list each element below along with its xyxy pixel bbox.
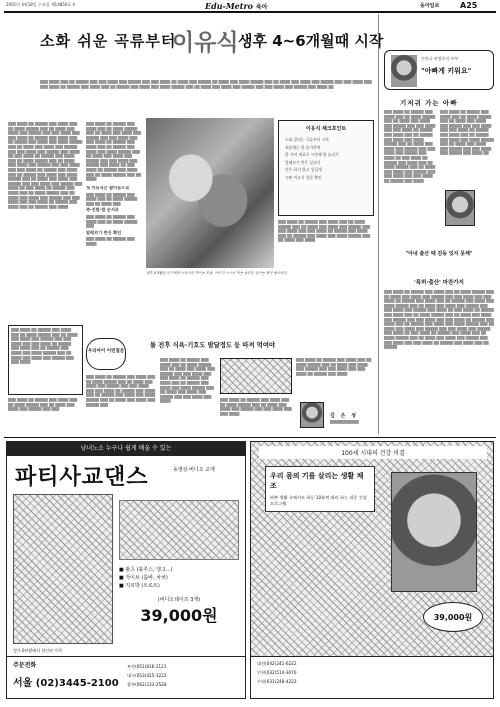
couple-photo [391,55,417,87]
reporter-byline: 김 은 성 [330,413,358,419]
branch-phone: 대구(053)425-1222 [127,673,167,678]
pull-quote: "아내 출산 때 감동 잊지 못해" [405,251,473,257]
section-brand: Edu-Metro 육아 [205,1,268,11]
page-number: A25 [460,1,478,10]
feature-label: 손한나·권영통의 부부 [421,56,459,61]
ad-image-caption: 정가 6만원에서 할인된 가격 [13,648,62,653]
middle-column-3: ▒▒▒ ▒▒▒▒ ▒▒ ▒▒▒▒▒ ▒▒▒ ▒▒▒▒ ▒▒▒ ▒▒ ▒▒▒▒ ▒▒▒▒▒ ▒▒▒ ▒▒ ▒▒▒▒ ▒▒▒ ▒▒▒▒ ▒▒▒ ▒▒▒▒▒ ▒▒▒ ▒▒▒ ▒▒▒▒ ▒▒▒ ▒▒▒ ▒▒▒▒ [220,398,292,416]
column-divider [378,14,379,434]
sidebar-notice-box: ▒▒▒ ▒▒▒▒ ▒▒ ▒▒▒▒▒ ▒▒▒ ▒▒▒▒ ▒▒▒ ▒▒ ▒▒▒▒ ▒▒▒▒▒ ▒▒▒ ▒▒ ▒▒▒▒ ▒▒▒ ▒▒▒▒ ▒▒▒ ▒▒▒▒▒ ▒▒▒ ▒▒▒ ▒▒▒▒ ▒▒▒ ▒▒▒ ▒▒▒▒ ▒▒ ▒▒▒▒▒ ▒▒▒ ▒▒▒▒ ▒▒▒ ▒▒ ▒▒▒▒▒ ▒▒▒ ▒▒▒▒ ▒▒▒ ▒▒▒▒ ▒▒▒▒▒ ▒▒▒ ▒▒ ▒▒▒▒ ▒▒▒ ▒▒▒▒ ▒▒▒ ▒▒▒▒▒ ▒▒▒ ▒▒▒ ▒▒▒▒ [8,325,83,395]
ad-item: ■ 왈츠 (블루스, 탱고...) [119,567,173,573]
column-subtitle: '특허·출산' 마찬가지 [414,280,464,286]
branch-phone: 부산(051)816-2121 [127,664,167,669]
middle-column-1: ▒▒▒ ▒▒▒▒ ▒▒ ▒▒▒▒▒ ▒▒▒ ▒▒▒▒ ▒▒▒ ▒▒ ▒▒▒▒ ▒▒▒▒▒ ▒▒▒ ▒▒ ▒▒▒▒ ▒▒▒ ▒▒▒▒ ▒▒▒ ▒▒▒▒▒ ▒▒▒ ▒▒▒ ▒▒▒▒ ▒▒▒ ▒▒▒ ▒▒▒▒ ▒▒ ▒▒▒▒▒ ▒▒▒ ▒▒▒▒ ▒▒▒ ▒▒ ▒▒▒▒▒ ▒▒▒ ▒▒▒▒ ▒▒▒ ▒▒▒▒ ▒▒▒▒▒ ▒▒▒ ▒▒ ▒▒▒▒ ▒▒▒ ▒▒▒▒ ▒▒▒ ▒▒▒▒▒ ▒▒▒ [86,375,156,407]
ad-divider [4,437,496,438]
column-title: 기저귀 가는 아빠 [400,99,458,107]
qa-label-badge: 우리아이 이런질문 [86,338,126,370]
body-column-4: ▒▒▒ ▒▒▒▒ ▒▒ ▒▒▒▒▒ ▒▒▒ ▒▒▒▒ ▒▒▒ ▒▒ ▒▒▒▒ ▒▒▒▒▒ ▒▒▒ ▒▒ ▒▒▒▒ ▒▒▒ ▒▒▒▒ ▒▒▒ ▒▒▒▒▒ ▒▒▒ ▒▒▒ ▒▒▒▒ ▒▒▒ ▒▒▒ ▒▒▒▒ ▒▒ ▒▒▒▒▒ ▒▒▒ ▒▒▒▒ ▒▒▒ ▒▒ ▒▒▒▒▒ ▒▒▒ ▒▒▒▒ ▒▒▒ ▒▒▒▒ ▒▒▒▒▒ ▒▒▒ ▒▒ ▒▒▒▒ ▒▒▒ ▒▒▒▒ [278,220,371,243]
master-illustration [391,472,477,592]
order-phone[interactable]: 서울 (02)3445-2100 [13,678,119,689]
middle-column-4: ▒▒▒ ▒▒▒▒ ▒▒ ▒▒▒▒▒ ▒▒▒ ▒▒▒▒ ▒▒▒ ▒▒ ▒▒▒▒ ▒▒▒▒▒ ▒▒▒ ▒▒ ▒▒▒▒ ▒▒▒ ▒▒▒▒ ▒▒▒ ▒▒▒▒▒ ▒▒▒ ▒▒▒ ▒▒▒▒ ▒▒▒ ▒▒▒ ▒▒▒▒ ▒▒ ▒▒▒▒▒ ▒▒▒ ▒▒▒▒ [296,358,372,376]
author-photo [445,190,475,226]
ad-subtitle: 동영상·비디오 교재 [173,467,215,473]
video-cover-image [119,500,239,560]
lead-paragraph: ▒▒▒ ▒▒▒▒ ▒▒▒ ▒▒ ▒▒▒▒▒ ▒▒▒ ▒▒▒ ▒▒▒▒ ▒▒▒ ▒▒▒▒▒ ▒▒▒ ▒▒▒ ▒▒▒▒ ▒▒ ▒▒▒▒ ▒▒▒ ▒▒▒▒▒ ▒▒ ▒▒▒▒ ▒▒▒ ▒▒▒▒ ▒▒▒▒▒ ▒▒▒ ▒▒ ▒▒▒▒ ▒▒▒ ▒▒▒▒ ▒▒▒ ▒▒▒▒▒ ▒▒▒ ▒▒▒ ▒▒▒▒ ▒▒▒ ▒▒▒ ▒▒▒▒ ▒▒ ▒▒▒▒▒ ▒▒▒ ▒▒▒▒ ▒▒▒ ▒▒ ▒▒▒▒▒ ▒▒▒ ▒▒▒▒ ▒▒▒ ▒▒▒▒ ▒▒▒▒▒ ▒▒▒ ▒▒ ▒▒▒▒ ▒▒▒ ▒▒▒▒ ▒▒▒ ▒▒▒▒▒ ▒▒▒ ▒▒▒ ▒▒▒▒ ▒▒▒ ▒▒▒▒▒ ▒▒▒ ▒▒▒▒ ▒▒ [40,80,372,89]
headline-part1: 소화 쉬운 곡류부터 [40,32,177,50]
order-label: 주문전화 [13,662,37,669]
right-ad-price: 39,000원 [433,613,473,622]
right-column-1: ▒▒▒ ▒▒▒▒ ▒▒ ▒▒▒▒▒ ▒▒▒ ▒▒▒▒ ▒▒▒ ▒▒ ▒▒▒▒ ▒▒▒▒▒ ▒▒▒ ▒▒ ▒▒▒▒ ▒▒▒ ▒▒▒▒ ▒▒▒ ▒▒▒▒▒ ▒▒▒ ▒▒▒ ▒▒▒▒ ▒▒▒ ▒▒▒ ▒▒▒▒ ▒▒ ▒▒▒▒▒ ▒▒▒ ▒▒▒▒ ▒▒▒ ▒▒ ▒▒▒▒▒ ▒▒▒ ▒▒▒▒ ▒▒▒ ▒▒▒▒ ▒▒▒▒▒ ▒▒▒ ▒▒ ▒▒▒▒ ▒▒▒ ▒▒▒▒ ▒▒▒ ▒▒▒▒▒ ▒▒▒ ▒▒▒ ▒▒▒▒ ▒▒▒ ▒▒▒▒▒ ▒▒▒ ▒▒▒▒ ▒▒ ▒▒▒ ▒▒▒▒ ▒▒ ▒▒▒▒▒ ▒▒▒ ▒▒▒▒ ▒▒▒ ▒▒ ▒▒▒▒ ▒▒▒▒▒ ▒▒▒ ▒▒ ▒▒▒▒ ▒▒▒ ▒▒▒▒ ▒▒▒ ▒▒▒▒▒ ▒▒▒ ▒▒▒ ▒▒▒▒ ▒▒▒ ▒▒▒ ▒▒▒▒ ▒▒ ▒▒▒▒▒ ▒▒▒ ▒▒▒▒ [384,110,436,183]
ad-price: 39,000원 [140,606,218,625]
branch-phone: 인천(032)514-3070 [257,670,297,675]
ad-item: ■ 지르박 (트로트) [119,583,160,589]
dancer-image [13,494,113,644]
reporter-photo [300,402,324,428]
reporter-email: ▒▒▒▒▒▒▒▒▒▒▒ [330,420,359,424]
subhead: 첫 이유식은 쌀미음으로 [86,186,130,190]
right-column-2: ▒▒▒ ▒▒▒▒ ▒▒ ▒▒▒▒▒ ▒▒▒ ▒▒▒▒ ▒▒▒ ▒▒ ▒▒▒▒ ▒▒▒▒▒ ▒▒▒ ▒▒ ▒▒▒▒ ▒▒▒ ▒▒▒▒ ▒▒▒ ▒▒▒▒▒ ▒▒▒ ▒▒▒ ▒▒▒▒ ▒▒▒ ▒▒▒ ▒▒▒▒ ▒▒ ▒▒▒▒▒ ▒▒▒ ▒▒▒▒ ▒▒▒ ▒▒ ▒▒▒▒▒ ▒▒▒ ▒▒▒▒ ▒▒▒ ▒▒▒▒ ▒▒▒▒▒ ▒▒▒ ▒▒ ▒▒▒▒ ▒▒▒ ▒▒▒▒ ▒▒▒ ▒▒▒▒▒ ▒▒▒ ▒▒▒ ▒▒▒▒ ▒▒▒ ▒▒▒▒▒ ▒▒▒ ▒▒▒▒ ▒▒ [440,110,494,156]
photo-caption: 생후 8개월된 아기에게 이유식을 먹이는 모습. 아이가 스스로 먹는 습관을 들이는 것이 중요하다. [146,271,288,275]
ad-inner-rule [7,656,245,657]
body-column-2: ▒▒▒ ▒▒▒▒ ▒▒ ▒▒▒▒▒ ▒▒▒ ▒▒▒▒ ▒▒▒ ▒▒ ▒▒▒▒ ▒▒▒▒▒ ▒▒▒ ▒▒ ▒▒▒▒ ▒▒▒ ▒▒▒▒ ▒▒▒ ▒▒▒▒▒ ▒▒▒ ▒▒▒ ▒▒▒▒ ▒▒▒ ▒▒▒ ▒▒▒▒ ▒▒ ▒▒▒▒▒ ▒▒▒ ▒▒▒▒ ▒▒▒ ▒▒ ▒▒▒▒▒ ▒▒▒ ▒▒▒▒ ▒▒▒ ▒▒▒▒ ▒▒▒▒▒ ▒▒▒ ▒▒ ▒▒▒▒ ▒▒▒ ▒▒▒▒ ▒▒▒ ▒▒▒▒▒ ▒▒▒ ▒▒▒ ▒▒▒▒ ▒▒▒ ▒▒▒▒▒ ▒▒▒ ▒▒▒▒ ▒▒ ▒▒▒ ▒▒▒▒ ▒▒ ▒▒▒▒▒ ▒▒▒ ▒▒▒▒ ▒▒▒ ▒▒ ▒▒▒▒ ▒▒▒▒▒ ▒▒▒ ▒▒ ▒▒▒▒ [86,122,141,182]
checkpoint-item: 알레르기 반응 살피기 [285,159,321,165]
ad-item: ■ 자이브 (룸바, 차차) [119,575,168,581]
headline-part3: 생후 4~6개월때 시작 [238,32,384,50]
branch-phone: 대전(042)241-6222 [257,661,297,666]
right-ad-title: 우리 몸의 기를 살리는 생활 체조 [270,472,364,490]
checkpoints-box [278,120,374,216]
right-column-3: ▒▒▒ ▒▒▒▒ ▒▒ ▒▒▒▒▒ ▒▒▒ ▒▒▒▒ ▒▒▒ ▒▒ ▒▒▒▒ ▒▒▒▒▒ ▒▒▒ ▒▒ ▒▒▒▒ ▒▒▒ ▒▒▒▒ ▒▒▒ ▒▒▒▒▒ ▒▒▒ ▒▒▒ ▒▒▒▒ ▒▒▒ ▒▒▒ ▒▒▒▒ ▒▒ ▒▒▒▒▒ ▒▒▒ ▒▒▒▒ ▒▒▒ ▒▒ ▒▒▒▒▒ ▒▒▒ ▒▒▒▒ ▒▒▒ ▒▒▒▒ ▒▒▒▒▒ ▒▒▒ ▒▒ ▒▒▒▒ ▒▒▒ ▒▒▒▒ ▒▒▒ ▒▒▒▒▒ ▒▒▒ ▒▒▒ ▒▒▒▒ ▒▒▒ ▒▒▒▒▒ ▒▒▒ ▒▒▒▒ ▒▒ ▒▒▒ ▒▒▒▒ ▒▒ ▒▒▒▒▒ ▒▒▒ ▒▒▒▒ ▒▒▒ ▒▒ ▒▒▒▒ ▒▒▒▒▒ ▒▒▒ ▒▒ ▒▒▒▒ ▒▒▒ ▒▒▒▒ ▒▒▒ ▒▒▒▒▒ ▒▒▒ ▒▒▒ ▒▒▒▒ ▒▒▒ ▒▒▒ ▒▒▒▒ ▒▒ ▒▒▒▒▒ ▒▒▒ ▒▒▒▒ ▒▒▒ ▒▒ ▒▒▒▒▒ ▒▒▒ ▒▒▒▒ ▒▒▒ ▒▒▒▒ ▒▒▒▒▒ ▒▒▒ ▒▒ ▒▒▒▒ ▒▒▒ ▒▒▒▒ ▒▒▒ ▒▒▒▒▒ ▒▒▒ ▒▒▒ ▒▒▒▒ ▒▒▒ ▒▒▒▒▒ ▒▒▒ ▒▒▒▒ ▒▒ ▒▒▒ ▒▒▒▒ ▒▒ ▒▒▒▒▒ ▒▒▒ ▒▒▒▒ ▒▒▒ ▒▒ ▒▒▒▒ ▒▒▒▒▒ ▒▒▒ ▒▒ ▒▒▒▒ ▒▒▒ ▒▒▒▒ ▒▒▒ ▒▒▒▒▒ ▒▒▒ ▒▒▒ ▒▒▒▒ ▒▒▒ ▒▒▒ ▒▒▒▒ ▒▒ ▒▒▒▒▒ ▒▒▒ ▒▒▒▒ ▒▒▒ ▒▒ ▒▒▒▒▒ [384,290,494,350]
body-column-1b: ▒▒▒ ▒▒▒▒ ▒▒ ▒▒▒▒▒ ▒▒▒ ▒▒▒▒ ▒▒▒ ▒▒ ▒▒▒▒ ▒▒▒▒▒ ▒▒▒ ▒▒ ▒▒▒▒ ▒▒▒ ▒▒▒▒ ▒▒▒ ▒▒▒▒▒ ▒▒▒ ▒▒▒ [8,398,78,412]
checkpoint-item: 시판 이유식 성분 확인 [285,174,322,180]
right-ad-body: 바쁜 생활 속에서도 하루 10분씩 따라 하는 쉬운 건강 프로그램 [270,495,367,506]
subhead: 죽·진밥·밥 순서로 [86,207,119,213]
paper-name: 동아일보 [420,3,440,9]
checkpoint-item: 처음에는 한 숟가락씩 [285,144,321,150]
body-column-3: 첫 이유식은 쌀미음으로 ▒▒▒ ▒▒▒▒ ▒▒ ▒▒▒▒▒ ▒▒▒ ▒▒▒▒ ▒▒▒ ▒▒ ▒▒▒▒ ▒▒▒▒▒ ▒▒▒ ▒▒ ▒▒▒▒ ▒▒▒ 죽·진밥·밥 순서로 ▒▒▒ ▒▒▒▒ ▒▒ ▒▒▒▒▒ ▒▒▒ ▒▒▒▒ ▒▒▒ ▒▒ ▒▒▒▒ ▒▒▒▒▒ ▒▒▒ 알레르기 반응 확인 ▒▒▒ ▒▒▒▒ ▒▒ ▒▒▒▒▒ ▒▒▒ ▒▒▒▒ [86,186,144,266]
branch-phone: 수원(031)248-4223 [257,679,297,684]
feature-box [384,50,494,90]
checkpoints-title: 이유식 체크포인트 [305,126,347,132]
middle-headline: 돌 전후 식욕·기호도 발달정도 등 따져 먹여야 [150,342,276,349]
feature-title: "아빠게 키워요" [421,67,472,75]
price-label: (비디오테이프 3개) [157,597,201,603]
checkpoint-item: 한 가지 재료로 시작해 양 늘리기 [285,152,339,157]
branch-phone: 광주(062)233-2528 [127,682,167,687]
ad-tagline: 남녀노소 누구나 쉽게 배울 수 있는 [7,442,245,456]
body-column-1: ▒▒▒ ▒▒▒▒ ▒▒ ▒▒▒▒▒ ▒▒▒ ▒▒▒▒ ▒▒▒ ▒▒ ▒▒▒▒ ▒▒▒▒▒ ▒▒▒ ▒▒ ▒▒▒▒ ▒▒▒ ▒▒▒▒ ▒▒▒ ▒▒▒▒▒ ▒▒▒ ▒▒▒ ▒▒▒▒ ▒▒▒ ▒▒▒ ▒▒▒▒ ▒▒ ▒▒▒▒▒ ▒▒▒ ▒▒▒▒ ▒▒▒ ▒▒ ▒▒▒▒▒ ▒▒▒ ▒▒▒▒ ▒▒▒ ▒▒▒▒ ▒▒▒▒▒ ▒▒▒ ▒▒ ▒▒▒▒ ▒▒▒ ▒▒▒▒ ▒▒▒ ▒▒▒▒▒ ▒▒▒ ▒▒▒ ▒▒▒▒ ▒▒▒ ▒▒▒▒▒ ▒▒▒ ▒▒▒▒ ▒▒ ▒▒▒ ▒▒▒▒ ▒▒ ▒▒▒▒▒ ▒▒▒ ▒▒▒▒ ▒▒▒ ▒▒ ▒▒▒▒ ▒▒▒▒▒ ▒▒▒ ▒▒ ▒▒▒▒ ▒▒▒ ▒▒▒▒ ▒▒▒ ▒▒▒▒▒ ▒▒▒ ▒▒▒ ▒▒▒▒ ▒▒▒ ▒▒▒ ▒▒▒▒ ▒▒ ▒▒▒▒▒ ▒▒▒ ▒▒▒▒ ▒▒▒ ▒▒ ▒▒▒▒▒ ▒▒▒ ▒▒▒▒ ▒▒▒ ▒▒▒▒ ▒▒▒▒▒ ▒▒▒ ▒▒ ▒▒▒▒ ▒▒▒ ▒▒▒▒ ▒▒▒ ▒▒▒▒▒ ▒▒▒ ▒▒▒ ▒▒▒▒ ▒▒▒ ▒▒▒▒▒ ▒▒▒ ▒▒▒▒ ▒▒ ▒▒▒ ▒▒▒▒ ▒▒ ▒▒▒▒▒ ▒▒▒ ▒▒▒▒ ▒▒▒ ▒▒ ▒▒▒▒ ▒▒▒▒▒ ▒▒▒ ▒▒ ▒▒▒▒ ▒▒▒ ▒▒▒▒ ▒▒▒ ▒▒▒▒▒ ▒▒▒ ▒▒▒ ▒▒▒▒ ▒▒▒ ▒▒▒ ▒▒▒▒ ▒▒ ▒▒▒▒▒ ▒▒▒ ▒▒▒▒ ▒▒▒ ▒▒ ▒▒▒▒▒ ▒▒▒ ▒▒▒▒ [8,122,83,209]
checkpoint-item: 간은 하지 않고 싱겁게 [285,167,322,172]
middle-column-2: ▒▒▒ ▒▒▒▒ ▒▒ ▒▒▒▒▒ ▒▒▒ ▒▒▒▒ ▒▒▒ ▒▒ ▒▒▒▒ ▒▒▒▒▒ ▒▒▒ ▒▒ ▒▒▒▒ ▒▒▒ ▒▒▒▒ ▒▒▒ ▒▒▒▒▒ ▒▒▒ ▒▒▒ ▒▒▒▒ ▒▒▒ ▒▒▒ ▒▒▒▒ ▒▒ ▒▒▒▒▒ ▒▒▒ ▒▒▒▒ ▒▒▒ ▒▒ ▒▒▒▒▒ ▒▒▒ ▒▒▒▒ ▒▒▒ ▒▒▒▒ ▒▒▒▒▒ ▒▒▒ ▒▒ ▒▒▒▒ ▒▒▒ ▒▒▒▒ ▒▒▒ ▒▒▒▒▒ ▒▒▒ ▒▒▒ ▒▒▒▒ ▒▒▒ ▒▒▒▒ [160,358,215,404]
product-image [220,358,292,394]
health-ad [250,441,494,699]
masthead-rule [4,11,496,13]
issue-date: 2001년 4월18일 수요일 제14850호 A [6,2,76,7]
checkpoint-item: 소화 잘되는 곡류부터 시작 [285,137,329,142]
subhead: 알레르기 반응 확인 [86,229,122,235]
main-photo [146,118,274,268]
dance-ad [6,441,246,699]
headline-key: 이유식 [172,30,239,56]
right-ad-tagline: 100세 시대의 건강 비결 [259,446,487,459]
ad-title: 파티사교댄스 [15,465,149,490]
